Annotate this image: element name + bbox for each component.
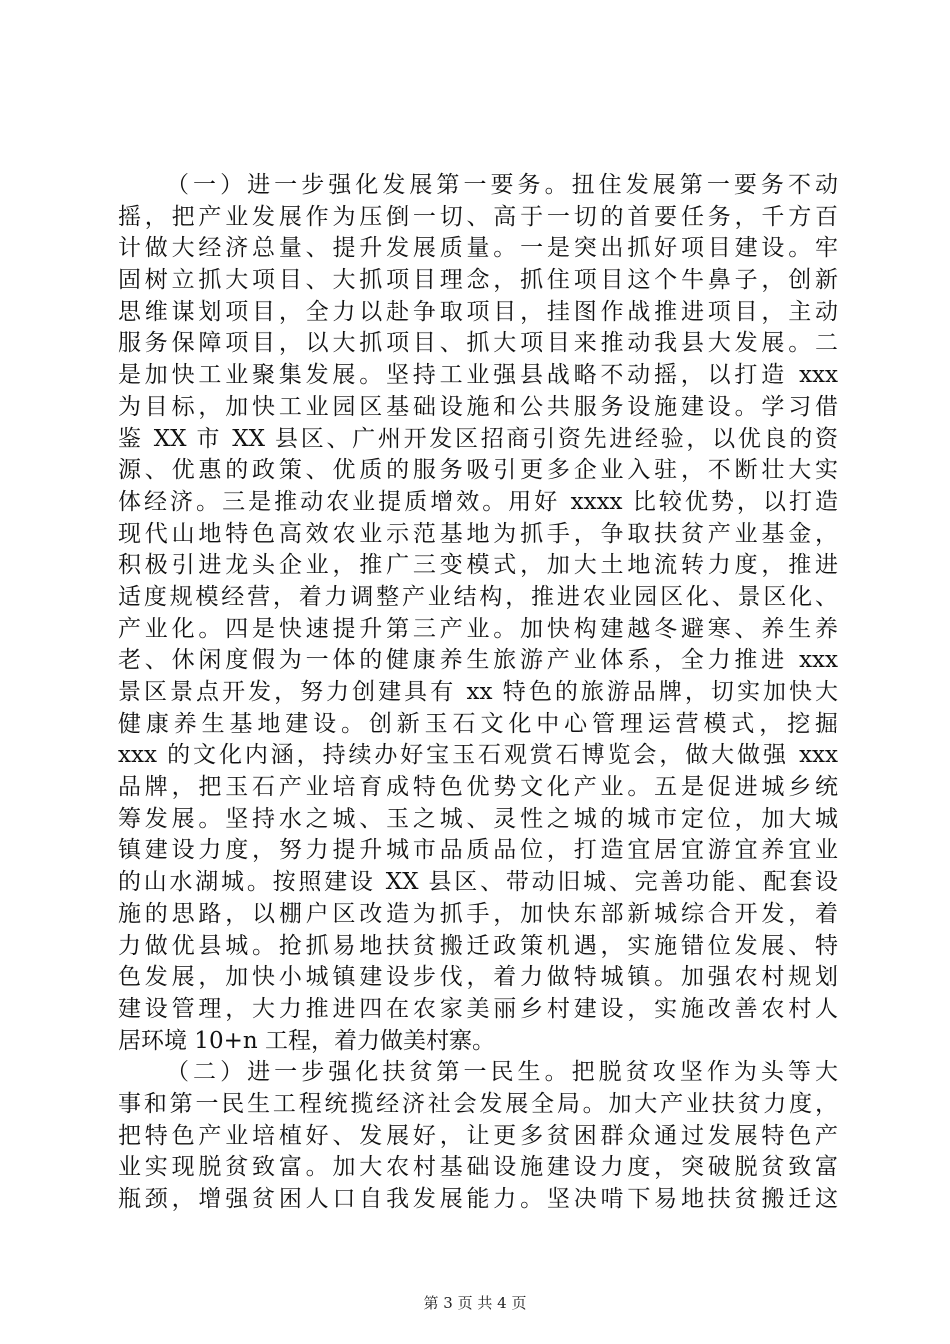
paragraph-1-line: 适度规模经营，着力调整产业结构，推进农业园区化、景区化、 [118,583,838,610]
paragraph-1-line: 的山水湖城。按照建设 XX 县区、带动旧城、完善功能、配套设 [118,869,838,896]
page-number-footer: 第 3 页 共 4 页 [423,1294,527,1312]
document-body [118,170,838,1216]
paragraph-2-line: 业实现脱贫致富。加大农村基础设施建设力度，突破脱贫致富 [118,1154,838,1181]
paragraph-2-line: （二）进一步强化扶贫第一民生。把脱贫攻坚作为头等大 [166,1059,838,1086]
paragraph-1-line: 健康养生基地建设。创新玉石文化中心管理运营模式，挖掘 [118,710,838,737]
paragraph-1-line: 鉴 XX 市 XX 县区、广州开发区招商引资先进经验，以优良的资 [118,425,838,452]
paragraph-1-line: 品牌，把玉石产业培育成特色优势文化产业。五是促进城乡统 [118,774,838,801]
paragraph-1-line: 建设管理，大力推进四在农家美丽乡村建设，实施改善农村人 [118,995,838,1022]
paragraph-1-line: 力做优县城。抢抓易地扶贫搬迁政策机遇，实施错位发展、特 [118,932,838,959]
paragraph-2-line: 把特色产业培植好、发展好，让更多贫困群众通过发展特色产 [118,1122,838,1149]
paragraph-1-line: 筹发展。坚持水之城、玉之城、灵性之城的城市定位，加大城 [118,805,838,832]
paragraph-1-line: 现代山地特色高效农业示范基地为抓手，争取扶贫产业基金， [118,520,838,547]
paragraph-1-line: 积极引进龙头企业，推广三变模式，加大土地流转力度，推进 [118,552,838,579]
paragraph-1-line: 体经济。三是推动农业提质增效。用好 xxxx 比较优势，以打造 [118,488,838,515]
paragraph-1-line: 计做大经济总量、提升发展质量。一是突出抓好项目建设。牢 [118,235,838,262]
paragraph-1-line: 思维谋划项目，全力以赴争取项目，挂图作战推进项目，主动 [118,298,838,325]
paragraph-1-line: 是加快工业聚集发展。坚持工业强县战略不动摇，以打造 xxx [118,362,838,389]
paragraph-2-line: 事和第一民生工程统揽经济社会发展全局。加大产业扶贫力度， [118,1090,838,1117]
paragraph-1-line: 产业化。四是快速提升第三产业。加快构建越冬避寒、养生养 [118,615,838,642]
paragraph-1-line: 为目标，加快工业园区基础设施和公共服务设施建设。学习借 [118,393,838,420]
paragraph-1-line: 色发展，加快小城镇建设步伐，着力做特城镇。加强农村规划 [118,964,838,991]
paragraph-1-line: 源、优惠的政策、优质的服务吸引更多企业入驻，不断壮大实 [118,457,838,484]
paragraph-1-line: （一）进一步强化发展第一要务。扭住发展第一要务不动 [166,172,838,198]
paragraph-1-line: 镇建设力度，努力提升城市品质品位，打造宜居宜游宜养宜业 [118,837,838,864]
paragraph-1-line: 固树立抓大项目、大抓项目理念，抓住项目这个牛鼻子，创新 [118,267,838,294]
paragraph-1-line: 服务保障项目，以大抓项目、抓大项目来推动我县大发展。二 [118,330,838,357]
paragraph-1-line: 摇，把产业发展作为压倒一切、高于一切的首要任务，千方百 [118,203,838,230]
paragraph-2-line: 瓶颈，增强贫困人口自我发展能力。坚决啃下易地扶贫搬迁这 [118,1186,838,1212]
paragraph-1-line: 居环境 10+n 工程，着力做美村寨。 [118,1027,495,1054]
paragraph-1-line: xxx 的文化内涵，持续办好宝玉石观赏石博览会，做大做强 xxx [118,742,838,769]
paragraph-1-line: 老、休闲度假为一体的健康养生旅游产业体系，全力推进 xxx [118,647,838,674]
paragraph-1-line: 施的思路，以棚户区改造为抓手，加快东部新城综合开发，着 [118,900,838,927]
paragraph-1-line: 景区景点开发，努力创建具有 xx 特色的旅游品牌，切实加快大 [118,679,838,705]
